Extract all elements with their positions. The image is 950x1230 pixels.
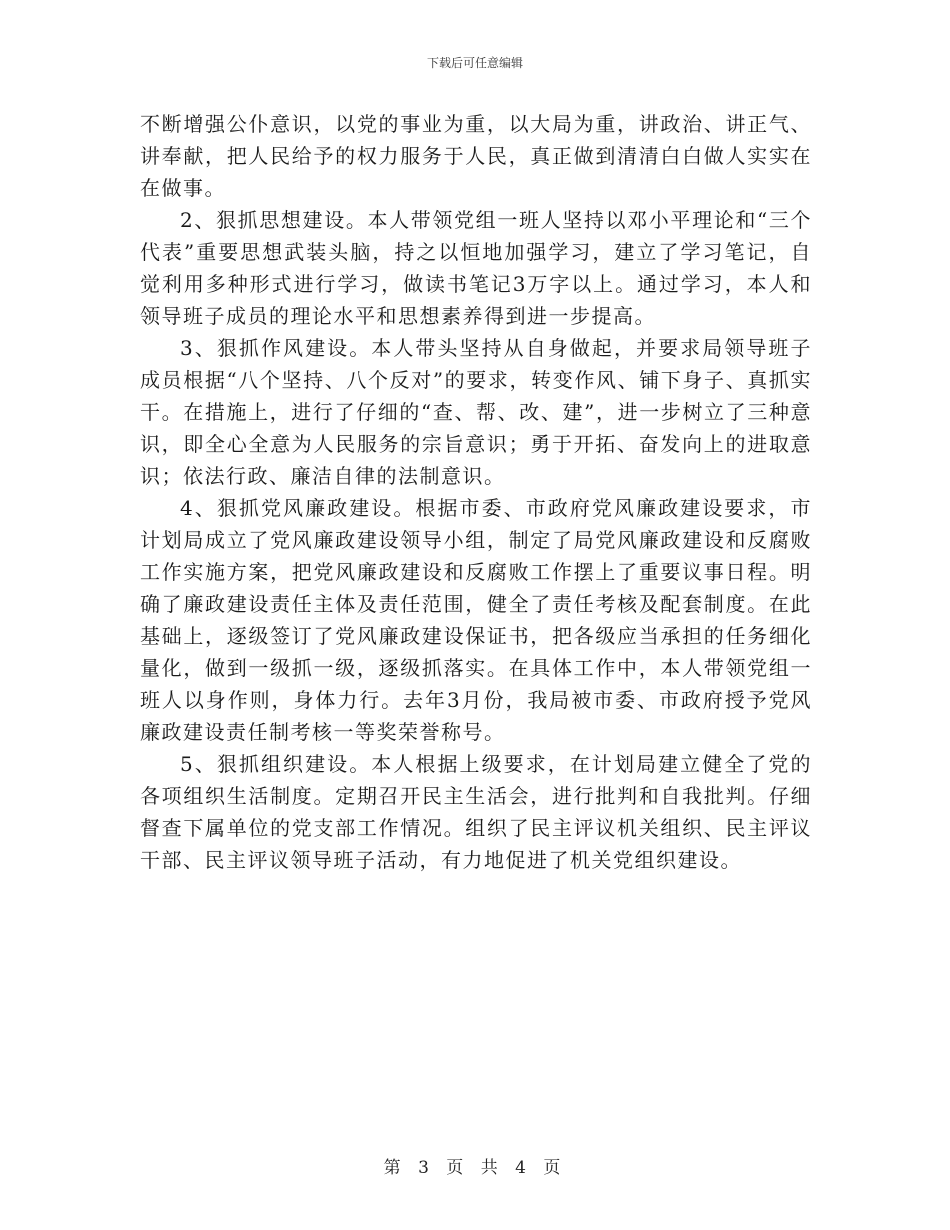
paragraph-integrity-building: 4、狠抓党风廉政建设。根据市委、市政府党风廉政建设要求，市计划局成立了党风廉政建设领导小组，制定了局党风廉政建设和反腐败工作实施方案，把党风廉政建设和反腐败工作摆上了重要议事日程。明确了廉政建设责任主体及责任范围，健全了责任考核及配套制度。在此基础上，逐级签订了党风廉政建设保证书，把各级应当承担的任务细化量化，做到一级抓一级，逐级抓落实。在具体工作中，本人带领党组一班人以身作则，身体力行。去年3月份，我局被市委、市政府授予党风廉政建设责任制考核一等奖荣誉称号。 [140, 496, 812, 744]
page-number-footer: 第 3 页 共 4 页 [383, 1158, 567, 1178]
paragraph-organization-building: 5、狠抓组织建设。本人根据上级要求，在计划局建立健全了党的各项组织生活制度。定期召开民主生活会，进行批判和自我批判。仔细督查下属单位的党支部工作情况。组织了民主评议机关组织、民主评议干部、民主评议领导班子活动，有力地促进了机关党组织建设。 [140, 752, 812, 872]
page-header: 下载后可任意编辑 [426, 56, 523, 70]
body-text [140, 108, 812, 876]
paragraph-style-building: 3、狠抓作风建设。本人带头坚持从自身做起，并要求局领导班子成员根据“八个坚持、八个反对”的要求，转变作风、铺下身子、真抓实干。在措施上，进行了仔细的“查、帮、改、建”，进一步树立了三种意识，即全心全意为人民服务的宗旨意识；勇于开拓、奋发向上的进取意识；依法行政、廉洁自律的法制意识。 [140, 336, 812, 488]
paragraph-thought-building: 2、狠抓思想建设。本人带领党组一班人坚持以邓小平理论和“三个代表”重要思想武装头脑，持之以恒地加强学习，建立了学习笔记，自觉利用多种形式进行学习，做读书笔记3万字以上。通过学习，本人和领导班子成员的理论水平和思想素养得到进一步提高。 [140, 208, 812, 328]
paragraph-continuation: 不断增强公仆意识，以党的事业为重，以大局为重，讲政治、讲正气、讲奉献，把人民给予的权力服务于人民，真正做到清清白白做人实实在在做事。 [140, 112, 812, 200]
